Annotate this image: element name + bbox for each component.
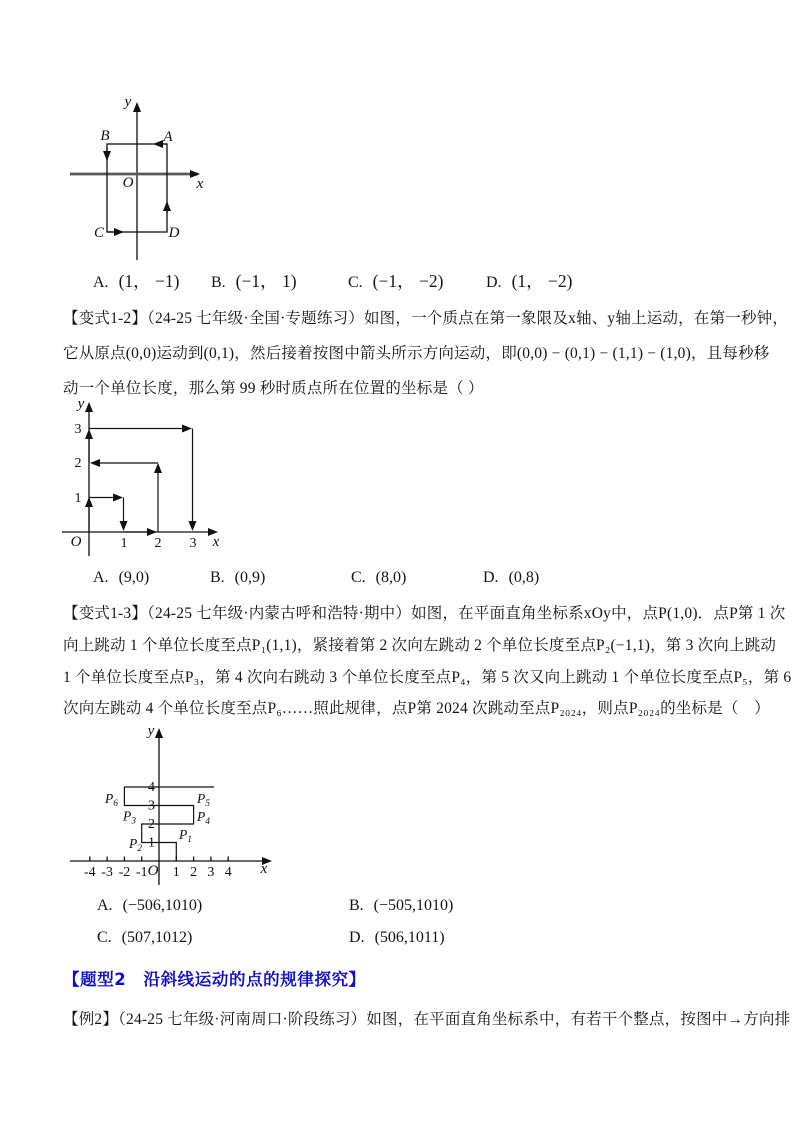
diagram1-corner-c: C <box>93 225 105 241</box>
diagram2-origin-label: O <box>70 534 82 550</box>
diagram3-x-tick-4: 4 <box>224 865 232 880</box>
answer2-b: B. (0,9) <box>210 569 266 586</box>
diagram2-x-tick-2: 2 <box>154 536 162 551</box>
diagram3-y-tick-1: 1 <box>148 835 155 851</box>
problem-line: 向上跳动 1 个单位长度至点P₁(1,1)，紧接着第 2 次向左跳动 2 个单位长度至点P₂(−1,1)，第 3 次向上跳动 <box>63 636 777 654</box>
section-heading-题型2: 【题型2 沿斜线运动的点的规律探究】 <box>63 970 366 989</box>
diagram3-y-label: y <box>147 723 155 739</box>
problem-line: 它从原点(0,0)运动到(0,1)，然后接着按图中箭头所示方向运动，即(0,0) − (0,1) − (1,1) − (1,0)，且每秒移 <box>63 345 770 362</box>
diagram2-y-tick-3: 3 <box>74 422 82 437</box>
answer3-b: B. (−505,1010) <box>349 897 454 914</box>
diagram2-x-tick-1: 1 <box>120 536 128 551</box>
diagram3-x-label: x <box>260 861 268 877</box>
diagram3-x-tick--4: -4 <box>83 865 96 880</box>
problem-line: 【变式1-2】（24-25 七年级·全国·专题练习）如图，一个质点在第一象限及x轴、y轴上运动，在第一秒钟， <box>63 310 789 327</box>
diagram3-x-tick-2: 2 <box>190 865 198 880</box>
diagram3-x-tick-3: 3 <box>207 865 215 880</box>
diagram3-point-p2: $P_2$ <box>129 836 142 854</box>
diagram1-origin-label: O <box>122 175 134 191</box>
diagram2-spiral-path-figure <box>50 394 290 564</box>
diagram3-y-tick-3: 3 <box>148 798 155 814</box>
problem-1-2-text <box>63 301 789 406</box>
diagram1-corner-a: A <box>163 129 173 145</box>
answer3-a: A. (−506,1010) <box>97 897 203 914</box>
problem-line: 【变式1-3】（24-25 七年级·内蒙古呼和浩特·期中）如图，在平面直角坐标系xOy中，点P(1,0)．点P第 1 次 <box>63 605 786 622</box>
diagram2-y-tick-1: 1 <box>74 491 82 506</box>
answer1-b: B. (−1， 1) <box>211 271 297 291</box>
answer2-d: D. (0,8) <box>483 569 540 586</box>
answer3-d: D. (506,1011) <box>349 929 445 946</box>
diagram3-x-tick--2: -2 <box>118 865 131 880</box>
problem-line: 动一个单位长度，那么第 99 秒时质点所在位置的坐标是（ ） <box>63 380 484 397</box>
diagram1-y-label: y <box>124 94 132 110</box>
diagram2-y-tick-2: 2 <box>74 456 82 471</box>
diagram1-corner-d: D <box>168 225 180 241</box>
diagram3-y-tick-4: 4 <box>148 780 155 795</box>
diagram3-y-tick-2: 2 <box>148 817 155 832</box>
problem-例2-text <box>63 1004 791 1036</box>
problem-line: 次向左跳动 4 个单位长度至点P₆……照此规律，点P第 2024 次跳动至点P₂₀₂₄，则点P₂₀₂₄的坐标是（ ） <box>63 700 770 718</box>
problem-line: 1 个单位长度至点P₃，第 4 次向右跳动 3 个单位长度至点P₄，第 5 次又向上跳动 1 个单位长度至点P₅，第 6 <box>63 668 792 686</box>
answer2-a: A. (9,0) <box>93 569 150 586</box>
problem-1-3-text <box>63 598 792 725</box>
problem-line: 【例2】（24-25 七年级·河南周口·阶段练习）如图，在平面直角坐标系中，有若干个整点，按图中→方向排 <box>63 1011 791 1028</box>
diagram2-y-label: y <box>77 396 85 412</box>
diagram3-x-tick-1: 1 <box>172 865 180 880</box>
diagram1-corner-b: B <box>100 128 110 144</box>
diagram3-x-tick--3: -3 <box>101 865 113 880</box>
diagram3-point-p1: $P_1$ <box>179 827 192 845</box>
diagram1-x-label: x <box>196 176 204 192</box>
diagram3-origin-label: O <box>147 863 159 879</box>
diagram3-point-p3: $P_3$ <box>123 808 136 827</box>
diagram3-point-p5: $P_5$ <box>197 791 210 809</box>
diagram3-point-p6: $P_6$ <box>105 791 118 809</box>
diagram2-x-tick-3: 3 <box>189 536 197 551</box>
answer1-d: D. (1， −2) <box>486 271 573 291</box>
diagram2-x-label: x <box>212 534 220 550</box>
answer2-c: C. (8,0) <box>351 569 407 586</box>
diagram3-point-p4: $P_4$ <box>197 809 210 827</box>
diagram3-x-tick--1: -1 <box>135 865 148 880</box>
answer1-c: C. (−1， −2) <box>348 271 444 291</box>
diagram3-zigzag-jump-figure <box>52 722 304 894</box>
answer3-c: C. (507,1012) <box>97 929 193 946</box>
diagram1-rectangle-path-figure <box>64 90 224 268</box>
answer1-a: A. (1， −1) <box>93 271 180 291</box>
